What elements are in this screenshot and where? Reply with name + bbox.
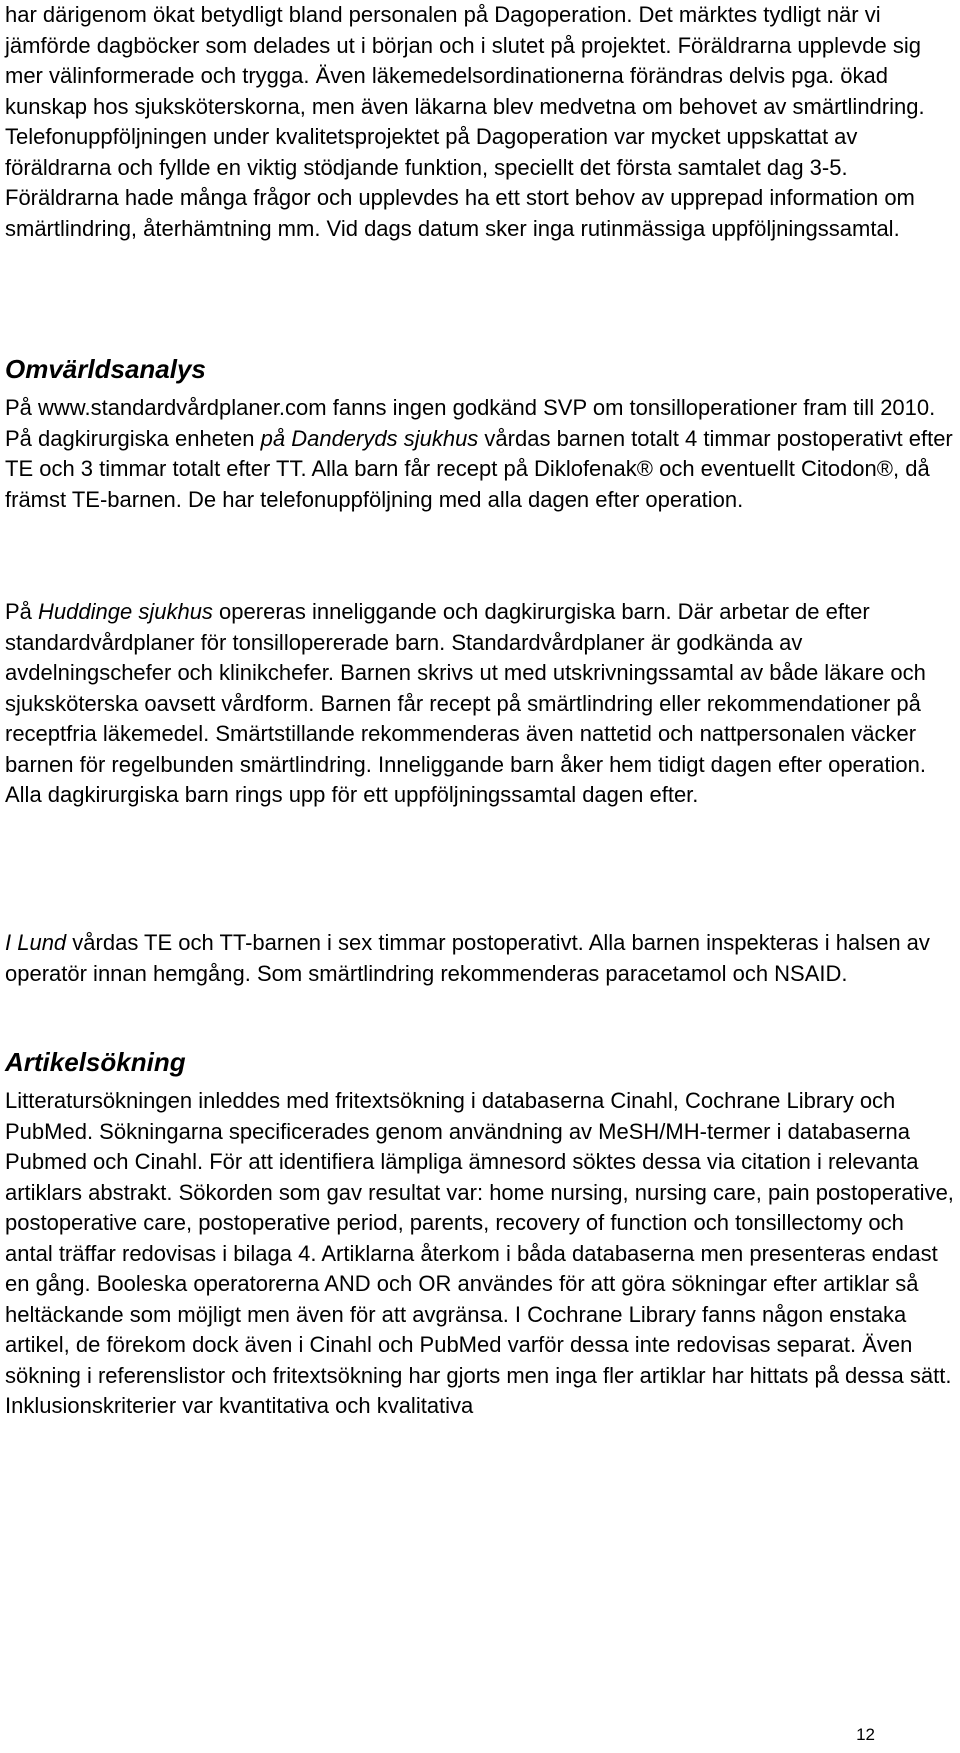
heading-artikelsokning: Artikelsökning <box>5 1047 186 1077</box>
paragraph-litteratursokning: Litteratursökningen inleddes med fritextsökning i databaserna Cinahl, Cochrane Library och PubMed. Sökningarna specificerades genom användning av MeSH/MH-termer i databaserna Pubmed och Cinahl. För att identifiera lämpliga ämnesord söktes dessa via citation i relevanta artiklars abstrakt. Sökorden som gav resultat var: home nursing, nursing care, pain postoperative, postoperative care, postoperative period, parents, recovery of function och tonsillectomy och antal träffar redovisas i bilaga 4. Artiklarna återkom i båda databaserna men presenteras endast en gång. Booleska operatorerna AND och OR användes för att göra sökningar efter artiklar så heltäckande som möjligt men även för att avgränsa. I Cochrane Library fanns någon enstaka artikel, de förekom dock även i Cinahl och PubMed varför dessa inte redovisas separat. Även sökning i referenslistor och fritextsökning har gjorts men inga fler artiklar har hittats på dessa sätt. Inklusionskriterier var kvantitativa och kvalitativa <box>5 1088 954 1418</box>
paragraph-danderyd-text-a: På www.standardvårdplaner.com fanns ingen godkänd SVP om tonsilloperationer fram till 2010. På dagkirurgiska enheten <box>5 395 936 451</box>
paragraph-lund <box>5 928 957 989</box>
heading-omvarldsanalys: Omvärldsanalys <box>5 354 206 384</box>
paragraph-huddinge-text-c: opereras inneliggande och dagkirurgiska barn. Där arbetar de efter standardvårdplaner för tonsillopererade barn. Standardvårdplaner är godkända av avdelningschefer och klinikchefer. Barnen skrivs ut med utskrivningssamtal av både läkare och sjuksköterska oavsett vårdform. Barnen får recept på smärtlindring eller rekommendationer på receptfria läkemedel. Smärtstillande rekommenderas även nattetid och nattpersonalen väcker barnen för regelbunden smärtlindring. Inneliggande barn åker hem tidigt dagen efter operation. Alla dagkirurgiska barn rings upp för ett uppföljningssamtal dagen efter. <box>5 599 926 807</box>
paragraph-lund-text-b: vårdas TE och TT-barnen i sex timmar postoperativt. Alla barnen inspekteras i halsen av operatör innan hemgång. Som smärtlindring rekommenderas paracetamol och NSAID. <box>5 930 930 986</box>
paragraph-huddinge <box>5 597 957 811</box>
paragraph-huddinge-italic: Huddinge sjukhus <box>38 599 213 624</box>
page-number: 12 <box>856 1725 875 1744</box>
paragraph-danderyd-italic: på Danderyds sjukhus <box>260 425 479 451</box>
paragraph-lund-italic: I Lund <box>5 930 67 955</box>
paragraph-danderyd <box>5 393 957 515</box>
paragraph-dagoperation: har därigenom ökat betydligt bland personalen på Dagoperation. Det märktes tydligt när vi jämförde dagböcker som delades ut i början och i slutet på projektet. Föräldrarna upplevde sig mer välinformerade och trygga. Även läkemedelsordinationerna förändras delvis pga. ökad kunskap hos sjuksköterskorna, men även läkarna blev medvetna om behovet av smärtlindring. Telefonuppföljningen under kvalitetsprojektet på Dagoperation var mycket uppskattat av föräldrarna och fyllde en viktig stödjande funktion, speciellt det första samtalet dag 3-5. Föräldrarna hade många frågor och upplevdes ha ett stort behov av upprepad information om smärtlindring, återhämtning mm. Vid dags datum sker inga rutinmässiga uppföljningssamtal. <box>5 2 925 241</box>
paragraph-huddinge-text-a: På <box>5 599 39 624</box>
paragraph-danderyd-text-c: vårdas barnen totalt 4 timmar postoperativt efter TE och 3 timmar totalt efter TT. Alla barn får recept på Diklofenak® och eventuellt Citodon®, då främst TE-barnen. De har telefonuppföljning med alla dagen efter operation. <box>5 425 953 512</box>
